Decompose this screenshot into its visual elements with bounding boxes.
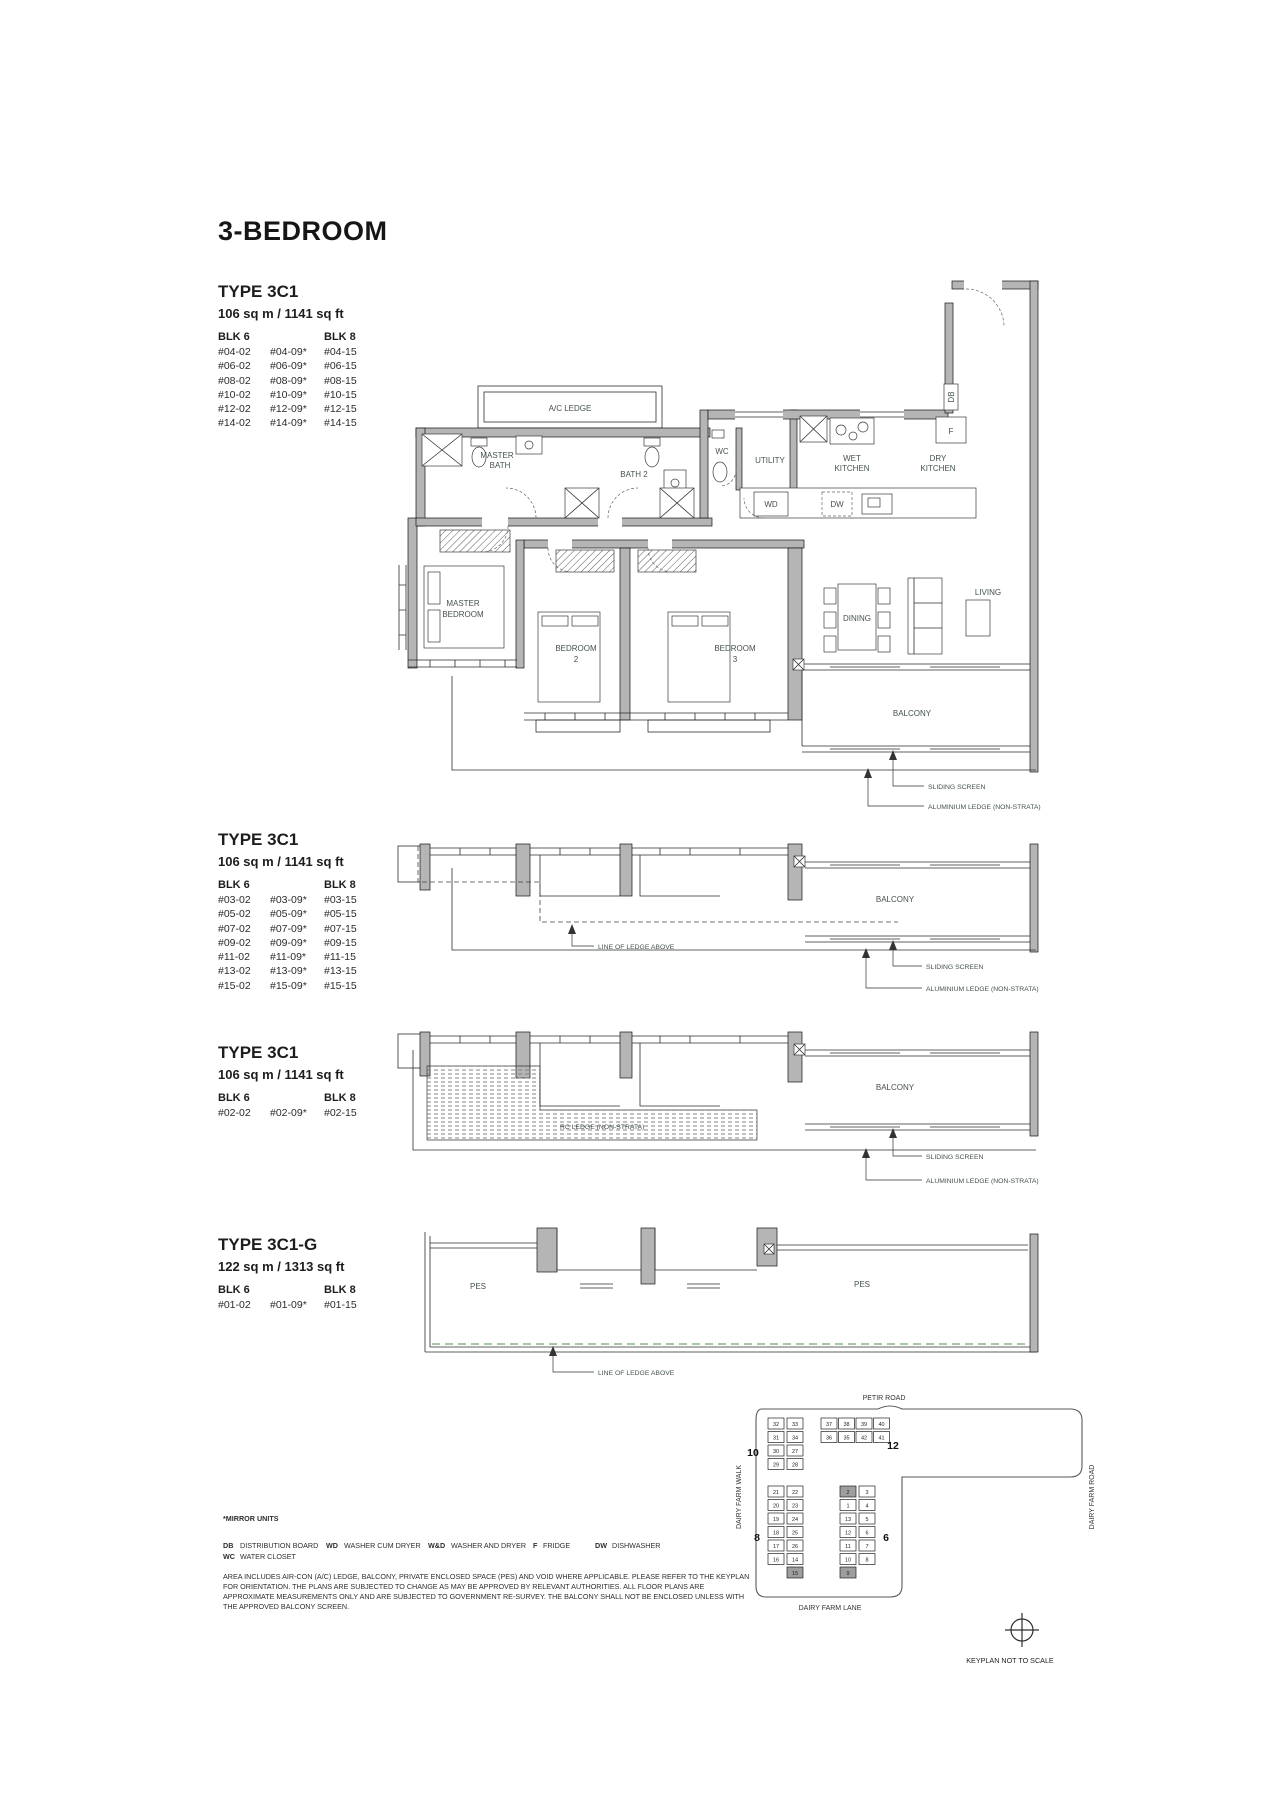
partial-unit xyxy=(398,844,1038,952)
block-header-row xyxy=(218,879,376,894)
bedroom-3 xyxy=(638,550,756,702)
page-title: 3-BEDROOM xyxy=(218,216,388,246)
ac-ledge-label: A/C LEDGE xyxy=(548,404,592,413)
blk6-header: BLK 6 xyxy=(218,879,250,891)
keyplan-unit-number: 33 xyxy=(791,1422,799,1429)
unit-number: #03-09* xyxy=(270,894,307,906)
keyplan-unit-number: 9 xyxy=(846,1571,850,1578)
legend-desc: DISTRIBUTION BOARD xyxy=(240,1541,319,1550)
north-compass-icon xyxy=(1005,1613,1039,1647)
keyplan-unit-number: 26 xyxy=(791,1544,799,1551)
unit-number: #07-02 xyxy=(218,922,251,935)
unit-number: #01-15 xyxy=(324,1299,357,1311)
unit-number: #14-09* xyxy=(270,417,307,430)
unit-number: #03-02 xyxy=(218,894,251,906)
dry-kitchen-label-1: DRY xyxy=(929,454,947,463)
blk6-header: BLK 6 xyxy=(218,1092,250,1104)
unit-table xyxy=(218,1107,376,1121)
keyplan-unit-number: 39 xyxy=(860,1422,868,1429)
legend-desc: WASHER AND DRYER xyxy=(451,1541,527,1550)
unit-number: #13-09* xyxy=(270,965,307,978)
keyplan-unit-number: 7 xyxy=(865,1544,869,1551)
keyplan-unit-number: 35 xyxy=(843,1435,850,1442)
keyplan-unit-number: 3 xyxy=(865,1490,869,1497)
blk6-header: BLK 6 xyxy=(218,1284,250,1296)
dairy-farm-walk-label: DAIRY FARM WALK xyxy=(736,1464,743,1530)
wet-kitchen-label-1: WET xyxy=(843,454,861,463)
aluminium-ledge-callout: ALUMINIUM LEDGE (NON-STRATA) xyxy=(926,986,1039,993)
keyplan-unit-number: 41 xyxy=(878,1435,885,1442)
dw-label: DW xyxy=(830,500,844,509)
unit-number: #05-02 xyxy=(218,908,251,921)
unit-number: #11-15 xyxy=(324,951,356,964)
keyplan-unit-number: 37 xyxy=(825,1422,833,1429)
disclaimer xyxy=(223,1572,749,1612)
floorplan-type-3c1-main xyxy=(355,240,1045,820)
keyplan-unit-number: 40 xyxy=(878,1422,885,1429)
keyplan-unit-number: 12 xyxy=(844,1530,852,1537)
unit-number: #10-02 xyxy=(218,388,251,401)
keyplan-unit-number: 1 xyxy=(846,1503,850,1510)
legend-desc: WATER CLOSET xyxy=(240,1552,296,1561)
section-3c1-mid xyxy=(218,830,376,994)
bedroom3-label-1: BEDROOM xyxy=(714,644,756,653)
section-type-label: TYPE 3C1-G xyxy=(218,1235,318,1254)
floorplan-type-3c1-second-storey xyxy=(355,1025,1045,1200)
unit-number: #12-02 xyxy=(218,403,251,416)
keyplan-unit-number: 19 xyxy=(772,1517,780,1524)
keyplan-unit-number: 36 xyxy=(825,1435,833,1442)
unit-row xyxy=(218,417,376,431)
sliding-screen-callout: SLIDING SCREEN xyxy=(926,964,984,971)
unit-table xyxy=(218,1299,376,1313)
unit-number: #10-15 xyxy=(324,388,357,401)
keyplan-unit-number: 20 xyxy=(772,1503,780,1510)
keyplan-unit-number: 6 xyxy=(865,1530,869,1537)
section-type-label: TYPE 3C1 xyxy=(218,830,299,849)
blk6-header: BLK 6 xyxy=(218,331,250,343)
dry-kitchen-label-2: KITCHEN xyxy=(920,464,956,473)
unit-number: #10-09* xyxy=(270,388,307,401)
master-bath-label-2: BATH xyxy=(489,461,511,470)
unit-number: #08-09* xyxy=(270,374,307,387)
keyplan-unit-number: 8 xyxy=(865,1557,869,1564)
unit-row xyxy=(218,389,376,403)
bath2-label: BATH 2 xyxy=(620,470,648,479)
unit-number: #02-09* xyxy=(270,1107,307,1119)
unit-number: #07-09* xyxy=(270,922,307,935)
disclaimer-line: THE APPROVED BALCONY SCREEN. xyxy=(223,1602,350,1611)
unit-table xyxy=(218,346,376,432)
master-bath-label-1: MASTER xyxy=(480,451,514,460)
section-3c1-second xyxy=(218,1043,376,1121)
bedroom-2 xyxy=(538,550,614,702)
living-label: LIVING xyxy=(974,588,1002,597)
keyplan-unit-number: 42 xyxy=(860,1435,868,1442)
keyplan-unit-number: 4 xyxy=(865,1503,869,1510)
section-type-label: TYPE 3C1 xyxy=(218,1043,299,1062)
unit-number: #01-09* xyxy=(270,1299,307,1311)
unit-number: #15-15 xyxy=(324,979,357,992)
unit-row xyxy=(218,908,376,922)
bedroom3-label-2: 3 xyxy=(732,655,738,664)
master-bedroom xyxy=(424,530,510,648)
unit-number: #01-02 xyxy=(218,1299,251,1311)
wet-kitchen-label-2: KITCHEN xyxy=(834,464,870,473)
keyplan-unit-number: 30 xyxy=(772,1449,780,1456)
unit-number: #15-02 xyxy=(218,979,251,992)
unit-number: #05-15 xyxy=(324,908,357,921)
partial-unit xyxy=(398,1032,1038,1150)
legend xyxy=(223,1541,743,1563)
wc-utility xyxy=(712,430,786,482)
wc-label: WC xyxy=(715,447,729,456)
block-header-row xyxy=(218,1284,376,1299)
balcony-label: BALCONY xyxy=(875,1083,915,1092)
unit-number: #14-15 xyxy=(324,417,357,430)
plan2-callouts xyxy=(568,924,1039,993)
bedroom2-label-2: 2 xyxy=(573,655,579,664)
section-area-label: 106 sq m / 1141 sq ft xyxy=(218,854,344,869)
keyplan-unit-number: 32 xyxy=(772,1422,780,1429)
balcony-label: BALCONY xyxy=(892,709,932,718)
keyplan-unit-number: 5 xyxy=(865,1517,869,1524)
unit-number: #09-09* xyxy=(270,936,307,949)
unit-number: #06-15 xyxy=(324,360,357,373)
keyplan-unit-number: 10 xyxy=(844,1557,852,1564)
keyplan-unit-number: 27 xyxy=(791,1449,799,1456)
keyplan-unit-number: 15 xyxy=(791,1571,799,1578)
legend-key: DW xyxy=(595,1541,607,1550)
unit-number: #09-02 xyxy=(218,936,251,949)
unit-number: #05-09* xyxy=(270,908,307,921)
unit-row xyxy=(218,360,376,374)
plan3-callouts xyxy=(862,1128,1039,1185)
bath2 xyxy=(565,438,694,518)
pes-right-label: PES xyxy=(853,1280,871,1289)
legend-key: WD xyxy=(326,1541,338,1550)
unit-row xyxy=(218,923,376,937)
keyplan-unit-number: 13 xyxy=(844,1517,852,1524)
unit-number: #02-15 xyxy=(324,1107,357,1119)
keyplan-unit-number: 38 xyxy=(843,1422,850,1429)
section-area-label: 106 sq m / 1141 sq ft xyxy=(218,306,344,321)
utility-label: UTILITY xyxy=(755,456,785,465)
dairy-farm-lane-label: DAIRY FARM LANE xyxy=(798,1605,862,1612)
keyplan-block-label: 6 xyxy=(883,1532,889,1544)
plan4-callouts xyxy=(549,1346,675,1377)
unit-number: #11-02 xyxy=(218,951,250,964)
keyplan-unit-number: 21 xyxy=(772,1490,780,1497)
aluminium-ledge-callout: ALUMINIUM LEDGE (NON-STRATA) xyxy=(928,804,1041,811)
unit-table xyxy=(218,894,376,994)
dry-kitchen xyxy=(920,384,966,473)
ac-ledge xyxy=(478,386,662,428)
living-area xyxy=(908,578,1001,654)
unit-number: #14-02 xyxy=(218,417,251,430)
unit-row xyxy=(218,375,376,389)
petir-road-label: PETIR ROAD xyxy=(862,1395,906,1402)
unit-row xyxy=(218,403,376,417)
mirror-units-note: *MIRROR UNITS xyxy=(223,1514,279,1523)
unit-number: #08-15 xyxy=(324,374,357,387)
unit-number: #09-15 xyxy=(324,936,357,949)
legend-key: F xyxy=(533,1541,538,1550)
plan1-callouts xyxy=(864,750,1041,811)
legend-key: W&D xyxy=(428,1541,446,1550)
unit-number: #06-02 xyxy=(218,360,251,373)
legend-desc: FRIDGE xyxy=(543,1541,571,1550)
keyplan-blocks xyxy=(747,1418,899,1578)
unit-number: #11-09* xyxy=(270,951,307,964)
keyplan-unit-number: 34 xyxy=(791,1435,799,1442)
unit-number: #06-09* xyxy=(270,360,307,373)
pes-unit xyxy=(425,1228,1038,1352)
sliding-screen-callout: SLIDING SCREEN xyxy=(926,1154,984,1161)
pes-left-label: PES xyxy=(469,1282,487,1291)
keyplan-unit-number: 11 xyxy=(845,1544,851,1551)
dining-area xyxy=(824,584,890,652)
keyplan-unit-number: 17 xyxy=(772,1544,780,1551)
section-area-label: 106 sq m / 1141 sq ft xyxy=(218,1067,344,1082)
keyplan-unit-number: 14 xyxy=(791,1557,799,1564)
bedroom2-label-1: BEDROOM xyxy=(555,644,597,653)
legend-desc: DISHWASHER xyxy=(612,1541,661,1550)
unit-row xyxy=(218,937,376,951)
sliding-screen-callout: SLIDING SCREEN xyxy=(928,784,986,791)
blk8-header: BLK 8 xyxy=(324,1092,356,1104)
disclaimer-line: AREA INCLUDES AIR-CON (A/C) LEDGE, BALCONY, PRIVATE ENCLOSED SPACE (PES) AND VOID WHERE APPLICABLE. PLEASE REFER TO THE KEYPLAN xyxy=(223,1572,750,1581)
keyplan-unit-number: 22 xyxy=(791,1490,799,1497)
unit-number: #04-02 xyxy=(218,346,251,358)
floorplan-type-3c1-typical xyxy=(355,820,1045,1020)
unit-row xyxy=(218,1299,376,1313)
dairy-farm-road-label: DAIRY FARM ROAD xyxy=(1089,1464,1096,1530)
keyplan-block-label: 8 xyxy=(754,1532,760,1544)
wd-label: WD xyxy=(764,500,778,509)
master-bedroom-label-2: BEDROOM xyxy=(442,610,484,619)
master-bedroom-label-1: MASTER xyxy=(446,599,480,608)
unit-number: #13-02 xyxy=(218,965,251,978)
unit-row xyxy=(218,980,376,994)
keyplan-unit-number: 29 xyxy=(772,1462,780,1469)
keyplan-block-label: 12 xyxy=(887,1440,899,1452)
balcony-label: BALCONY xyxy=(875,895,915,904)
dining-label: DINING xyxy=(843,614,871,623)
unit-number: #04-09* xyxy=(270,346,307,358)
keyplan-unit-number: 31 xyxy=(772,1435,780,1442)
legend-key: DB xyxy=(223,1541,234,1550)
disclaimer-line: FOR ORIENTATION. THE PLANS ARE SUBJECTED TO CHANGE AS MAY BE APPROVED BY RELEVANT AUTHORITIES. ALL FLOOR PLANS ARE xyxy=(223,1582,705,1591)
block-header-row xyxy=(218,331,376,346)
blk8-header: BLK 8 xyxy=(324,1284,356,1296)
keyplan-unit-number: 2 xyxy=(846,1490,850,1497)
keyplan-unit-number: 24 xyxy=(791,1517,799,1524)
unit-row xyxy=(218,346,376,360)
block-header-row xyxy=(218,1092,376,1107)
keyplan-unit-number: 16 xyxy=(772,1557,780,1564)
unit-number: #07-15 xyxy=(324,922,357,935)
blk8-header: BLK 8 xyxy=(324,331,356,343)
keyplan-block-label: 10 xyxy=(747,1447,759,1459)
unit-number: #15-09* xyxy=(270,979,307,992)
section-type-label: TYPE 3C1 xyxy=(218,282,299,301)
unit-number: #13-15 xyxy=(324,965,357,978)
floorplan-type-3c1g-ground xyxy=(355,1220,1045,1385)
unit-row xyxy=(218,951,376,965)
master-bath xyxy=(422,434,542,470)
unit-row xyxy=(218,894,376,908)
unit-number: #08-02 xyxy=(218,374,251,387)
keyplan-unit-number: 18 xyxy=(772,1530,780,1537)
fridge-label: F xyxy=(948,427,954,436)
unit-number: #12-15 xyxy=(324,403,357,416)
line-of-ledge-callout: LINE OF LEDGE ABOVE xyxy=(598,944,675,951)
unit-number: #04-15 xyxy=(324,346,357,358)
unit-number: #12-09* xyxy=(270,403,307,416)
unit-number: #03-15 xyxy=(324,894,357,906)
section-area-label: 122 sq m / 1313 sq ft xyxy=(218,1259,345,1274)
estate-boundary xyxy=(756,1406,1082,1597)
section-3c1-high xyxy=(218,282,376,432)
db-label: DB xyxy=(947,391,956,403)
line-of-ledge-callout: LINE OF LEDGE ABOVE xyxy=(598,1370,675,1377)
keyplan-unit-number: 23 xyxy=(791,1503,799,1510)
unit-number: #02-02 xyxy=(218,1107,251,1119)
unit-row xyxy=(218,1107,376,1121)
blk8-header: BLK 8 xyxy=(324,879,356,891)
unit-row xyxy=(218,965,376,979)
keyplan-note: KEYPLAN NOT TO SCALE xyxy=(966,1656,1054,1665)
legend-desc: WASHER CUM DRYER xyxy=(344,1541,421,1550)
rc-ledge-label: RC LEDGE (NON-STRATA) xyxy=(560,1124,645,1131)
section-3c1g-ground xyxy=(218,1235,376,1313)
keyplan-unit-number: 28 xyxy=(791,1462,799,1469)
legend-key: WC xyxy=(223,1552,235,1561)
keyplan xyxy=(718,1383,1103,1678)
keyplan-unit-number: 25 xyxy=(791,1530,799,1537)
disclaimer-line: APPROXIMATE MEASUREMENTS ONLY AND ARE SUBJECTED TO GOVERNMENT RE-SURVEY. THE BALCONY SHALL NOT BE ENCLOSED UNLESS WITH xyxy=(223,1592,745,1601)
aluminium-ledge-callout: ALUMINIUM LEDGE (NON-STRATA) xyxy=(926,1178,1039,1185)
